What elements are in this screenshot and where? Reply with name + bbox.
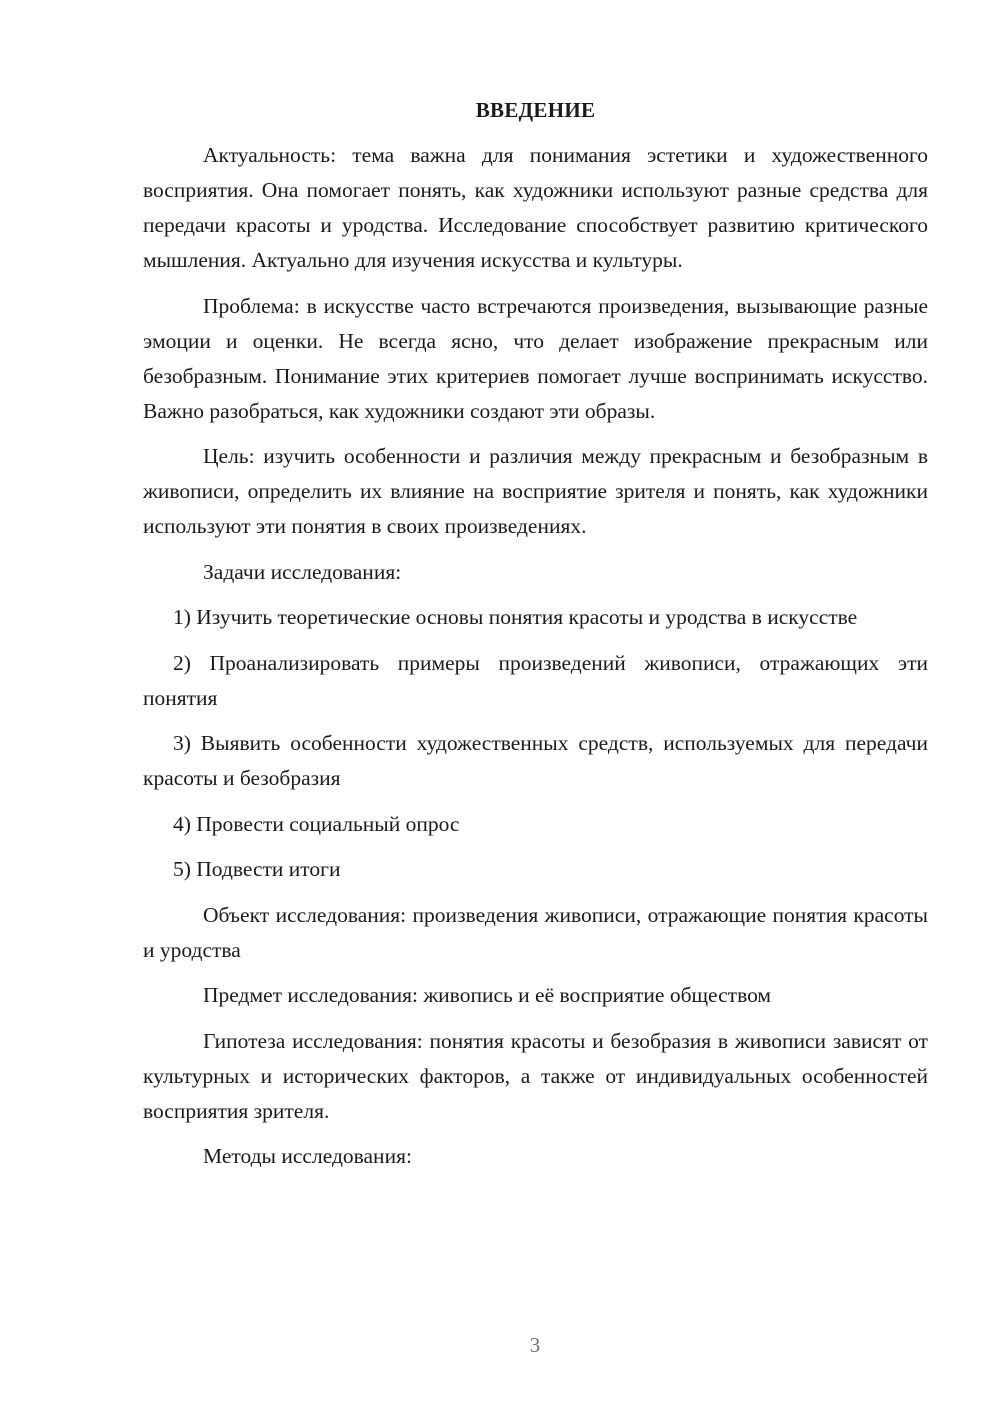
- list-item: 3) Выявить особенности художественных средств, используемых для передачи красоты и безобразия: [143, 731, 928, 790]
- paragraph-relevance: Актуальность: тема важна для понимания эстетики и художественного восприятия. Она помогает понять, как художники используют разные средства для передачи красоты и уродства. Исследование способствует развитию критического мышления. Актуально для изучения искусства и культуры.: [143, 143, 928, 272]
- paragraph-goal: Цель: изучить особенности и различия между прекрасным и безобразным в живописи, определить их влияние на восприятие зрителя и понять, как художники используют эти понятия в своих произведениях.: [143, 444, 928, 538]
- paragraph-hypothesis: Гипотеза исследования: понятия красоты и безобразия в живописи зависят от культурных и исторических факторов, а также от индивидуальных особенностей восприятия зрителя.: [143, 1028, 928, 1123]
- list-item: 2) Проанализировать примеры произведений живописи, отражающих эти понятия: [143, 650, 928, 710]
- list-item: 5) Подвести итоги: [173, 857, 341, 881]
- list-item: 1) Изучить теоретические основы понятия красоты и уродства в искусстве: [173, 605, 858, 629]
- page-title: ВВЕДЕНИЕ: [475, 98, 596, 122]
- document-page: [143, 96, 928, 1185]
- paragraph-problem: Проблема: в искусстве часто встречаются произведения, вызывающие разные эмоции и оценки. Не всегда ясно, что делает изображение прекрасным или безобразным. Понимание этих критериев помогает лучше воспринимать искусство. Важно разобраться, как художники создают эти образы.: [143, 293, 928, 423]
- paragraph-object: Объект исследования: произведения живописи, отражающие понятия красоты и уродства: [143, 902, 928, 962]
- page-number: 3: [529, 1333, 541, 1357]
- paragraph-tasks-heading: Задачи исследования:: [203, 559, 402, 584]
- list-item: 4) Провести социальный опрос: [173, 811, 460, 836]
- paragraph-methods-heading: Методы исследования:: [203, 1144, 412, 1168]
- tasks-list: [143, 600, 928, 887]
- paragraph-subject: Предмет исследования: живопись и её восприятие обществом: [203, 983, 772, 1007]
